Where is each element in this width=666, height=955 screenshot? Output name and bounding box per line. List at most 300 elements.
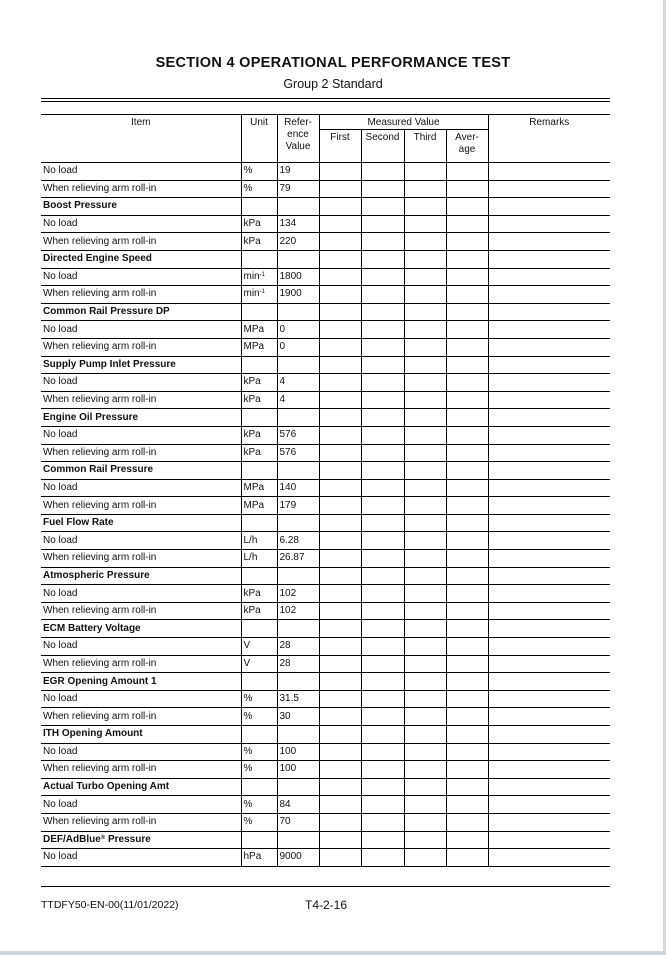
remarks-cell	[488, 338, 610, 356]
group-label	[41, 514, 241, 532]
table-group-row	[41, 303, 610, 321]
item-label	[41, 550, 241, 568]
measured-first-cell	[319, 250, 361, 268]
item-text: When relieving arm roll-in	[43, 182, 157, 194]
remarks-cell	[488, 303, 610, 321]
measured-third-cell	[404, 831, 446, 849]
item-text: Fuel Flow Rate	[43, 517, 114, 529]
unit-cell	[241, 585, 277, 603]
reference-value-cell	[277, 620, 319, 638]
reference-value-cell: 576	[277, 444, 319, 462]
table-row	[41, 391, 610, 409]
reference-value-cell: 26.87	[277, 550, 319, 568]
measured-second-cell	[361, 409, 404, 427]
unit-cell	[241, 426, 277, 444]
measured-average-cell	[446, 374, 488, 392]
unit-cell	[241, 602, 277, 620]
remarks-cell	[488, 215, 610, 233]
measured-third-cell	[404, 761, 446, 779]
table-row	[41, 849, 610, 867]
table-row	[41, 426, 610, 444]
unit-cell	[241, 708, 277, 726]
table-row	[41, 743, 610, 761]
unit-text: %	[243, 798, 253, 810]
item-label	[41, 215, 241, 233]
measured-second-cell	[361, 321, 404, 339]
remarks-cell	[488, 796, 610, 814]
measured-average-cell	[446, 250, 488, 268]
reference-value-cell	[277, 726, 319, 744]
measured-first-cell	[319, 426, 361, 444]
table-row	[41, 796, 610, 814]
table-row	[41, 585, 610, 603]
table-row	[41, 602, 610, 620]
item-text: When relieving arm roll-in	[43, 499, 157, 511]
measured-first-cell	[319, 479, 361, 497]
item-text: Engine Oil Pressure	[43, 411, 139, 423]
unit-cell	[241, 444, 277, 462]
measured-first-cell	[319, 268, 361, 286]
measured-first-cell	[319, 813, 361, 831]
item-label	[41, 180, 241, 198]
remarks-cell	[488, 708, 610, 726]
remarks-cell	[488, 321, 610, 339]
measured-second-cell	[361, 426, 404, 444]
unit-cell	[241, 673, 277, 691]
measured-average-cell	[446, 426, 488, 444]
measured-second-cell	[361, 391, 404, 409]
measured-second-cell	[361, 620, 404, 638]
measured-first-cell	[319, 198, 361, 216]
measured-second-cell	[361, 585, 404, 603]
header-double-rule	[41, 98, 610, 102]
reference-value-cell: 102	[277, 602, 319, 620]
measured-second-cell	[361, 602, 404, 620]
reference-value-cell: 31.5	[277, 690, 319, 708]
measured-average-cell	[446, 391, 488, 409]
reference-value-cell: 79	[277, 180, 319, 198]
unit-text: %	[243, 165, 253, 177]
reference-value-cell: 6.28	[277, 532, 319, 550]
measured-second-cell	[361, 233, 404, 251]
measured-third-cell	[404, 409, 446, 427]
unit-cell	[241, 180, 277, 198]
reference-value-cell: 100	[277, 761, 319, 779]
document-code: TTDFY50-EN-00(11/01/2022)	[41, 899, 179, 911]
group-label	[41, 620, 241, 638]
measured-third-cell	[404, 268, 446, 286]
measured-average-cell	[446, 831, 488, 849]
measured-first-cell	[319, 532, 361, 550]
table-group-row	[41, 462, 610, 480]
item-label	[41, 743, 241, 761]
reference-value-cell: 0	[277, 338, 319, 356]
table-group-row	[41, 726, 610, 744]
unit-cell	[241, 743, 277, 761]
table-row	[41, 813, 610, 831]
item-text: No load	[43, 429, 78, 441]
reference-value-cell: 140	[277, 479, 319, 497]
item-label	[41, 426, 241, 444]
measured-first-cell	[319, 462, 361, 480]
measured-average-cell	[446, 356, 488, 374]
measured-second-cell	[361, 550, 404, 568]
item-label	[41, 532, 241, 550]
remarks-cell	[488, 673, 610, 691]
measured-third-cell	[404, 743, 446, 761]
measured-second-cell	[361, 655, 404, 673]
item-text: EGR Opening Amount 1	[43, 675, 157, 687]
measured-first-cell	[319, 567, 361, 585]
remarks-cell	[488, 497, 610, 515]
measured-average-cell	[446, 638, 488, 656]
remarks-cell	[488, 268, 610, 286]
measured-third-cell	[404, 321, 446, 339]
reference-value-cell: 1800	[277, 268, 319, 286]
measured-third-cell	[404, 673, 446, 691]
measured-average-cell	[446, 620, 488, 638]
unit-cell	[241, 233, 277, 251]
remarks-cell	[488, 163, 610, 181]
unit-text: V	[243, 640, 251, 652]
measured-first-cell	[319, 602, 361, 620]
measured-first-cell	[319, 673, 361, 691]
remarks-cell	[488, 690, 610, 708]
table-group-row	[41, 673, 610, 691]
remarks-cell	[488, 374, 610, 392]
measured-average-cell	[446, 462, 488, 480]
measured-first-cell	[319, 796, 361, 814]
reference-value-header: Refer- ence Value	[277, 115, 319, 163]
measured-average-cell	[446, 849, 488, 867]
measured-second-cell	[361, 831, 404, 849]
unit-text: V	[243, 657, 251, 669]
unit-cell	[241, 813, 277, 831]
table-row	[41, 444, 610, 462]
measured-second-cell	[361, 215, 404, 233]
remarks-cell	[488, 479, 610, 497]
table-row	[41, 215, 610, 233]
table-body	[41, 163, 610, 867]
table-row	[41, 268, 610, 286]
unit-text: hPa	[243, 851, 262, 863]
remarks-cell	[488, 813, 610, 831]
measured-first-cell	[319, 374, 361, 392]
measured-first-cell	[319, 743, 361, 761]
measured-average-cell	[446, 567, 488, 585]
unit-cell	[241, 462, 277, 480]
unit-text: L/h	[243, 534, 258, 546]
table-group-row	[41, 198, 610, 216]
unit-cell	[241, 550, 277, 568]
measured-second-cell	[361, 743, 404, 761]
table-group-row	[41, 831, 610, 849]
unit-text: %	[243, 763, 253, 775]
unit-text: min	[243, 270, 260, 282]
measured-third-cell	[404, 374, 446, 392]
item-text: No load	[43, 218, 78, 230]
measured-average-cell	[446, 180, 488, 198]
reference-value-cell: 9000	[277, 849, 319, 867]
group-label	[41, 198, 241, 216]
item-text: When relieving arm roll-in	[43, 446, 157, 458]
measured-first-cell	[319, 514, 361, 532]
item-text: No load	[43, 534, 78, 546]
item-label	[41, 690, 241, 708]
unit-cell	[241, 374, 277, 392]
measured-average-cell	[446, 673, 488, 691]
measured-second-cell	[361, 813, 404, 831]
unit-text: kPa	[243, 394, 261, 406]
item-label	[41, 497, 241, 515]
section-title: SECTION 4 OPERATIONAL PERFORMANCE TEST	[155, 55, 511, 71]
measured-average-cell	[446, 708, 488, 726]
measured-second-cell	[361, 497, 404, 515]
measured-third-cell	[404, 426, 446, 444]
measured-third-cell	[404, 849, 446, 867]
unit-cell	[241, 163, 277, 181]
item-label	[41, 444, 241, 462]
measured-average-cell	[446, 268, 488, 286]
unit-cell	[241, 356, 277, 374]
measured-average-cell	[446, 532, 488, 550]
group-label	[41, 778, 241, 796]
reference-value-cell	[277, 567, 319, 585]
item-text: DEF/AdBlue	[43, 833, 101, 845]
unit-text: %	[243, 745, 253, 757]
measured-third-cell	[404, 462, 446, 480]
item-text: No load	[43, 640, 78, 652]
measured-first-cell	[319, 761, 361, 779]
measured-third-cell	[404, 215, 446, 233]
first-header: First	[319, 130, 361, 163]
table-row	[41, 479, 610, 497]
measured-first-cell	[319, 444, 361, 462]
unit-cell	[241, 761, 277, 779]
group-subtitle: Group 2 Standard	[283, 77, 383, 91]
reference-value-cell	[277, 250, 319, 268]
measured-average-cell	[446, 585, 488, 603]
unit-text: %	[243, 182, 253, 194]
measured-second-cell	[361, 180, 404, 198]
measured-first-cell	[319, 831, 361, 849]
item-text: No load	[43, 323, 78, 335]
measured-second-cell	[361, 286, 404, 304]
table-row	[41, 761, 610, 779]
measured-third-cell	[404, 796, 446, 814]
remarks-cell	[488, 198, 610, 216]
unit-text: kPa	[243, 376, 261, 388]
measured-average-cell	[446, 409, 488, 427]
measured-second-cell	[361, 708, 404, 726]
unit-text: MPa	[243, 499, 265, 511]
measured-first-cell	[319, 215, 361, 233]
unit-cell	[241, 391, 277, 409]
table-row	[41, 233, 610, 251]
item-text: No load	[43, 481, 78, 493]
table-row	[41, 550, 610, 568]
measured-average-cell	[446, 726, 488, 744]
footer-rule	[41, 886, 610, 887]
measured-third-cell	[404, 356, 446, 374]
table-row	[41, 497, 610, 515]
reference-value-cell	[277, 409, 319, 427]
unit-text: min	[243, 288, 260, 300]
measured-second-cell	[361, 690, 404, 708]
remarks-cell	[488, 180, 610, 198]
unit-cell	[241, 831, 277, 849]
table-row	[41, 180, 610, 198]
reference-value-cell: 134	[277, 215, 319, 233]
measured-second-cell	[361, 673, 404, 691]
measured-third-cell	[404, 620, 446, 638]
item-text: No load	[43, 851, 78, 863]
reference-value-cell: 179	[277, 497, 319, 515]
measured-average-cell	[446, 761, 488, 779]
unit-cell	[241, 303, 277, 321]
reference-value-cell: 1900	[277, 286, 319, 304]
measured-first-cell	[319, 286, 361, 304]
measured-average-cell	[446, 796, 488, 814]
measured-first-cell	[319, 391, 361, 409]
item-text: No load	[43, 745, 78, 757]
measured-second-cell	[361, 479, 404, 497]
table-row	[41, 321, 610, 339]
item-header: Item	[41, 115, 241, 163]
group-label	[41, 726, 241, 744]
measured-first-cell	[319, 726, 361, 744]
measured-second-cell	[361, 268, 404, 286]
measured-first-cell	[319, 356, 361, 374]
measured-second-cell	[361, 514, 404, 532]
remarks-cell	[488, 638, 610, 656]
remarks-cell	[488, 778, 610, 796]
measured-third-cell	[404, 444, 446, 462]
table-row	[41, 638, 610, 656]
reference-value-cell: 19	[277, 163, 319, 181]
measured-first-cell	[319, 338, 361, 356]
reference-value-cell	[277, 198, 319, 216]
measured-second-cell	[361, 444, 404, 462]
item-label	[41, 655, 241, 673]
unit-cell	[241, 655, 277, 673]
group-label	[41, 250, 241, 268]
measured-average-cell	[446, 602, 488, 620]
unit-exponent: -1	[259, 271, 265, 278]
table-row	[41, 708, 610, 726]
measured-third-cell	[404, 338, 446, 356]
remarks-cell	[488, 356, 610, 374]
reference-value-cell	[277, 514, 319, 532]
measured-second-cell	[361, 778, 404, 796]
measured-average-cell	[446, 198, 488, 216]
measured-third-cell	[404, 726, 446, 744]
unit-exponent: -1	[259, 289, 265, 296]
table-row	[41, 286, 610, 304]
item-text: ECM Battery Voltage	[43, 622, 141, 634]
reference-value-cell: 30	[277, 708, 319, 726]
measured-average-cell	[446, 233, 488, 251]
measured-average-cell	[446, 215, 488, 233]
item-label	[41, 286, 241, 304]
unit-cell	[241, 321, 277, 339]
measured-value-header: Measured Value	[319, 115, 488, 130]
item-text: When relieving arm roll-in	[43, 288, 157, 300]
table-row	[41, 655, 610, 673]
unit-cell	[241, 514, 277, 532]
measured-first-cell	[319, 655, 361, 673]
unit-cell	[241, 286, 277, 304]
measured-third-cell	[404, 532, 446, 550]
group-label	[41, 303, 241, 321]
measured-third-cell	[404, 550, 446, 568]
measured-third-cell	[404, 690, 446, 708]
measured-average-cell	[446, 444, 488, 462]
item-label	[41, 233, 241, 251]
remarks-cell	[488, 849, 610, 867]
item-text: Common Rail Pressure	[43, 464, 154, 476]
unit-text: kPa	[243, 446, 261, 458]
item-label	[41, 602, 241, 620]
item-text: ITH Opening Amount	[43, 728, 143, 740]
measured-third-cell	[404, 303, 446, 321]
measured-third-cell	[404, 250, 446, 268]
unit-text: kPa	[243, 218, 261, 230]
measured-first-cell	[319, 778, 361, 796]
measured-first-cell	[319, 163, 361, 181]
item-text: No load	[43, 165, 78, 177]
unit-text: %	[243, 693, 253, 705]
unit-cell	[241, 497, 277, 515]
unit-text: L/h	[243, 552, 258, 564]
group-label	[41, 831, 241, 849]
measured-first-cell	[319, 409, 361, 427]
measured-third-cell	[404, 585, 446, 603]
item-label	[41, 708, 241, 726]
remarks-cell	[488, 233, 610, 251]
reference-value-cell: 220	[277, 233, 319, 251]
registered-mark: ®	[100, 834, 106, 841]
table-group-row	[41, 778, 610, 796]
item-label	[41, 321, 241, 339]
group-label	[41, 567, 241, 585]
unit-cell	[241, 849, 277, 867]
unit-text: %	[243, 710, 253, 722]
reference-value-cell	[277, 831, 319, 849]
measured-third-cell	[404, 655, 446, 673]
group-label	[41, 673, 241, 691]
unit-text: kPa	[243, 429, 261, 441]
measured-third-cell	[404, 233, 446, 251]
reference-value-cell: 576	[277, 426, 319, 444]
unit-cell	[241, 409, 277, 427]
item-text: Common Rail Pressure DP	[43, 306, 170, 318]
remarks-cell	[488, 743, 610, 761]
group-label	[41, 409, 241, 427]
measured-first-cell	[319, 585, 361, 603]
table-group-row	[41, 356, 610, 374]
measured-average-cell	[446, 655, 488, 673]
measured-second-cell	[361, 567, 404, 585]
unit-text: %	[243, 816, 253, 828]
item-label	[41, 796, 241, 814]
measured-third-cell	[404, 198, 446, 216]
unit-cell	[241, 690, 277, 708]
measured-first-cell	[319, 849, 361, 867]
unit-cell	[241, 620, 277, 638]
item-text: No load	[43, 587, 78, 599]
measured-average-cell	[446, 550, 488, 568]
